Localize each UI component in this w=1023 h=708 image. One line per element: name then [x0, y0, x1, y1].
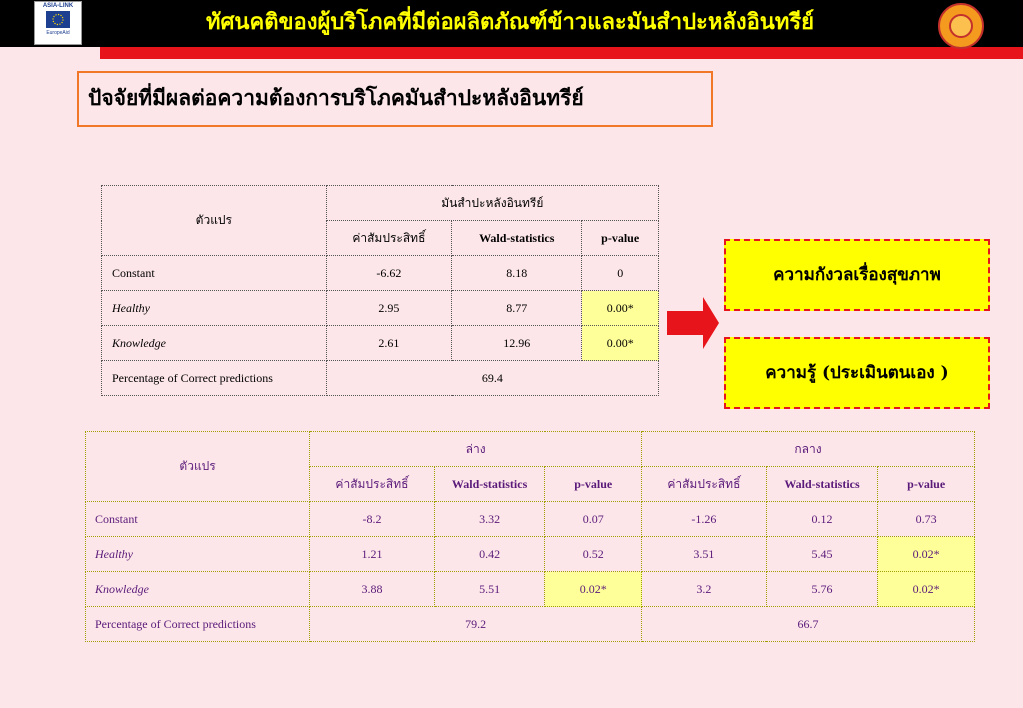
- wald-cell: 5.45: [766, 537, 878, 572]
- wald-cell: 0.42: [434, 537, 545, 572]
- callout-health-concern: ความกังวลเรื่องสุขภาพ: [724, 239, 990, 311]
- row-label: Constant: [86, 502, 310, 537]
- pvalue-cell-significant: 0.00*: [582, 326, 659, 361]
- pct-value-middle: 66.7: [642, 607, 975, 642]
- wald-cell: 8.77: [452, 291, 582, 326]
- logo-left-bottom-text: EuropeAid: [46, 30, 70, 36]
- overall-results-table: [101, 185, 659, 396]
- pvalue-header: p-value: [582, 221, 659, 256]
- pvalue-cell-significant: 0.00*: [582, 291, 659, 326]
- pvalue-cell-significant: 0.02*: [545, 572, 642, 607]
- pvalue-cell: 0.52: [545, 537, 642, 572]
- pct-value: 69.4: [326, 361, 658, 396]
- row-label: Knowledge: [86, 572, 310, 607]
- coef-header: ค่าสัมประสิทธิ์: [310, 467, 435, 502]
- wald-cell: 3.32: [434, 502, 545, 537]
- table-row: [86, 572, 975, 607]
- coef-cell: -1.26: [642, 502, 767, 537]
- wald-cell: 5.51: [434, 572, 545, 607]
- pct-value-lower: 79.2: [310, 607, 642, 642]
- group-middle-header: กลาง: [642, 432, 975, 467]
- table-row: [86, 537, 975, 572]
- coef-cell: 2.61: [326, 326, 451, 361]
- university-seal-logo: [938, 3, 984, 49]
- income-group-table: [85, 431, 975, 642]
- wald-cell: 8.18: [452, 256, 582, 291]
- coef-cell: 3.88: [310, 572, 435, 607]
- coef-header: ค่าสัมประสิทธิ์: [326, 221, 451, 256]
- wald-header: Wald-statistics: [452, 221, 582, 256]
- variable-header: ตัวแปร: [86, 432, 310, 502]
- variable-header: ตัวแปร: [102, 186, 327, 256]
- table-row: [86, 502, 975, 537]
- coef-cell: 3.2: [642, 572, 767, 607]
- header-accent-line: [100, 47, 1023, 59]
- coef-header: ค่าสัมประสิทธิ์: [642, 467, 767, 502]
- pvalue-cell: 0.73: [878, 502, 975, 537]
- coef-cell: 1.21: [310, 537, 435, 572]
- wald-cell: 12.96: [452, 326, 582, 361]
- row-label: Constant: [102, 256, 327, 291]
- subtitle: ปัจจัยที่มีผลต่อความต้องการบริโภคมันสำปะหลังอินทรีย์: [88, 85, 584, 110]
- pct-label: Percentage of Correct predictions: [102, 361, 327, 396]
- table-row: [102, 361, 659, 396]
- asia-link-logo: [34, 1, 82, 45]
- coef-cell: -8.2: [310, 502, 435, 537]
- table-row: [102, 256, 659, 291]
- row-label: Healthy: [102, 291, 327, 326]
- logo-left-top-text: ASIA-LINK: [42, 3, 74, 9]
- pvalue-cell: 0.07: [545, 502, 642, 537]
- eu-flag-icon: [46, 11, 70, 28]
- table-row: [102, 326, 659, 361]
- coef-cell: 2.95: [326, 291, 451, 326]
- table-row: [102, 291, 659, 326]
- wald-header: Wald-statistics: [434, 467, 545, 502]
- callout-knowledge: ความรู้ (ประเมินตนเอง ): [724, 337, 990, 409]
- row-label: Healthy: [86, 537, 310, 572]
- pvalue-header: p-value: [878, 467, 975, 502]
- right-arrow-icon: [667, 297, 719, 349]
- pvalue-header: p-value: [545, 467, 642, 502]
- pct-label: Percentage of Correct predictions: [86, 607, 310, 642]
- seal-inner-icon: [949, 14, 973, 38]
- pvalue-cell: 0: [582, 256, 659, 291]
- wald-cell: 0.12: [766, 502, 878, 537]
- wald-header: Wald-statistics: [766, 467, 878, 502]
- table-row: [86, 607, 975, 642]
- wald-cell: 5.76: [766, 572, 878, 607]
- subtitle-box: [77, 71, 713, 127]
- group-header: มันสำปะหลังอินทรีย์: [326, 186, 658, 221]
- pvalue-cell-significant: 0.02*: [878, 572, 975, 607]
- row-label: Knowledge: [102, 326, 327, 361]
- page-title: ทัศนคติของผู้บริโภคที่มีต่อผลิตภัณฑ์ข้าวและมันสำปะหลังอินทรีย์: [205, 9, 815, 35]
- group-lower-header: ล่าง: [310, 432, 642, 467]
- pvalue-cell-significant: 0.02*: [878, 537, 975, 572]
- coef-cell: 3.51: [642, 537, 767, 572]
- coef-cell: -6.62: [326, 256, 451, 291]
